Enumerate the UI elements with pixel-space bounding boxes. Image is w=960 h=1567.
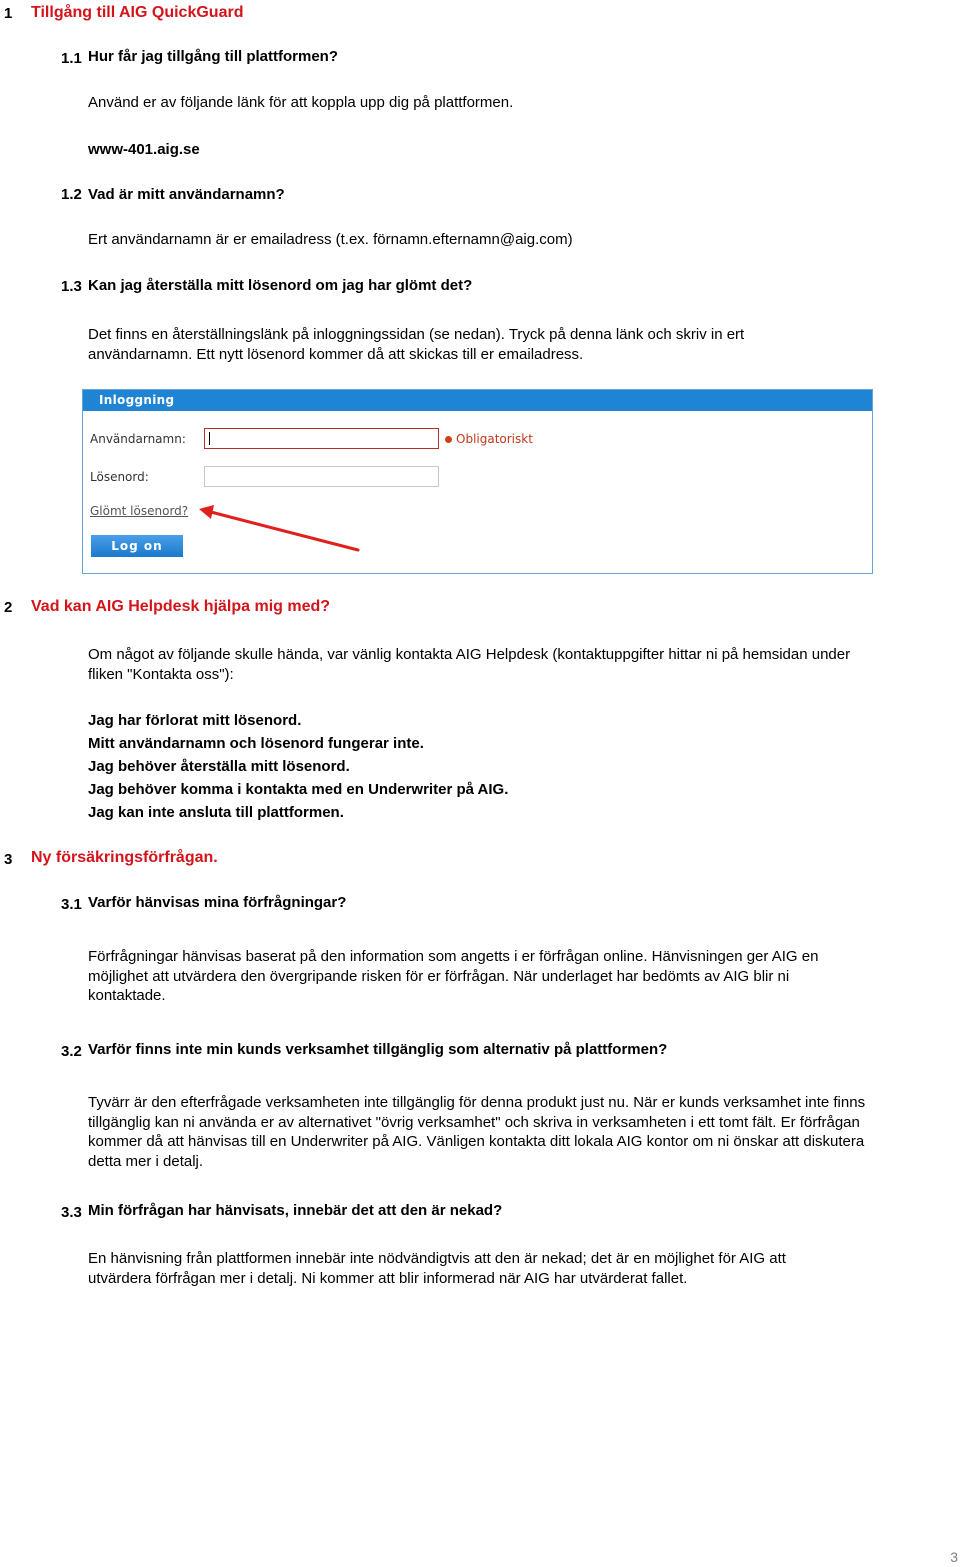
section-1-title: Tillgång till AIG QuickGuard: [31, 4, 244, 21]
section-2-number: 2: [4, 599, 13, 616]
section-3-title: Ny försäkringsförfrågan.: [31, 849, 218, 866]
helpdesk-item: Mitt användarnamn och lösenord fungerar inte.: [88, 735, 424, 752]
helpdesk-item: Jag behöver återställa mitt lösenord.: [88, 758, 350, 775]
q-1-2-title: Vad är mitt användarnamn?: [88, 186, 285, 203]
q-1-1-number: 1.1: [61, 50, 82, 67]
q-3-3-title: Min förfrågan har hänvisats, innebär det att den är nekad?: [88, 1202, 503, 1219]
q-1-3-title: Kan jag återställa mitt lösenord om jag har glömt det?: [88, 277, 473, 294]
q-1-3-number: 1.3: [61, 278, 82, 295]
q-3-1-title: Varför hänvisas mina förfrågningar?: [88, 894, 347, 911]
q-1-1-body: Använd er av följande länk för att koppla upp dig på plattformen.: [88, 94, 514, 111]
section-1-number: 1: [4, 5, 13, 22]
q-3-3-body: En hänvisning från plattformen innebär inte nödvändigtvis att den är nekad; det är en möjlighet för AIG att utvärdera förfrågan mer i detalj. Ni kommer att blir informerad när AIG har utvärderat fallet.: [88, 1250, 786, 1287]
section-2-title: Vad kan AIG Helpdesk hjälpa mig med?: [31, 598, 331, 615]
q-1-2-body: Ert användarnamn är er emailadress (t.ex. förnamn.efternamn@aig.com): [88, 231, 573, 248]
login-header-title: Inloggning: [99, 393, 175, 407]
q-3-2-number: 3.2: [61, 1043, 82, 1060]
section-2-body: Om något av följande skulle hända, var vänlig kontakta AIG Helpdesk (kontaktuppgifter hittar ni på hemsidan under fliken "Kontakta oss"):: [88, 646, 851, 683]
q-3-2-title: Varför finns inte min kunds verksamhet tillgänglig som alternativ på plattformen?: [88, 1041, 668, 1058]
text-cursor: [209, 432, 210, 445]
helpdesk-item: Jag kan inte ansluta till plattformen.: [88, 804, 344, 821]
q-3-2-body: Tyvärr är den efterfrågade verksamheten inte tillgänglig för denna produkt just nu. När er kunds verksamhet inte finns tillgänglig kan ni använda er av alternativet "övrig verksamhet" och skriva in verksamheten i ett tomt fält. Er förfrågan kommer då att hänvisas till en Underwriter på AIG. Vänligen kontakta ditt lokala AIG kontor om ni önskar att diskutera detta mer i detalj.: [88, 1094, 866, 1170]
required-text: Obligatoriskt: [456, 432, 533, 446]
login-screenshot: [82, 389, 873, 574]
q-3-1-body: Förfrågningar hänvisas baserat på den information som angetts i er förfrågan online. Hänvisningen ger AIG en möjlighet att utvärdera den övergripande risken för er förfrågan. När underlaget har bedömts av AIG blir ni kontaktade.: [88, 948, 819, 1004]
username-input[interactable]: [204, 428, 439, 449]
q-3-1-number: 3.1: [61, 896, 82, 913]
login-header: [83, 390, 872, 411]
page-number: 3: [950, 1549, 958, 1565]
q-1-2-number: 1.2: [61, 186, 82, 203]
helpdesk-item: Jag behöver komma i kontakta med en Underwriter på AIG.: [88, 781, 509, 798]
password-label: Lösenord:: [90, 470, 149, 484]
username-label: Användarnamn:: [90, 432, 186, 446]
required-dot-icon: [445, 436, 452, 443]
q-1-3-body: Det finns en återställningslänk på inloggningssidan (se nedan). Tryck på denna länk och skriv in ert användarnamn. Ett nytt lösenord kommer då att skickas till er emailadress.: [88, 326, 745, 363]
forgot-password-link[interactable]: Glömt lösenord?: [90, 504, 189, 518]
password-input[interactable]: [204, 466, 439, 487]
q-1-1-title: Hur får jag tillgång till plattformen?: [88, 48, 339, 65]
section-3-number: 3: [4, 851, 13, 868]
q-3-3-number: 3.3: [61, 1204, 82, 1221]
log-on-button[interactable]: Log on: [91, 535, 183, 557]
helpdesk-item: Jag har förlorat mitt lösenord.: [88, 712, 302, 729]
platform-link[interactable]: www-401.aig.se: [88, 141, 200, 158]
